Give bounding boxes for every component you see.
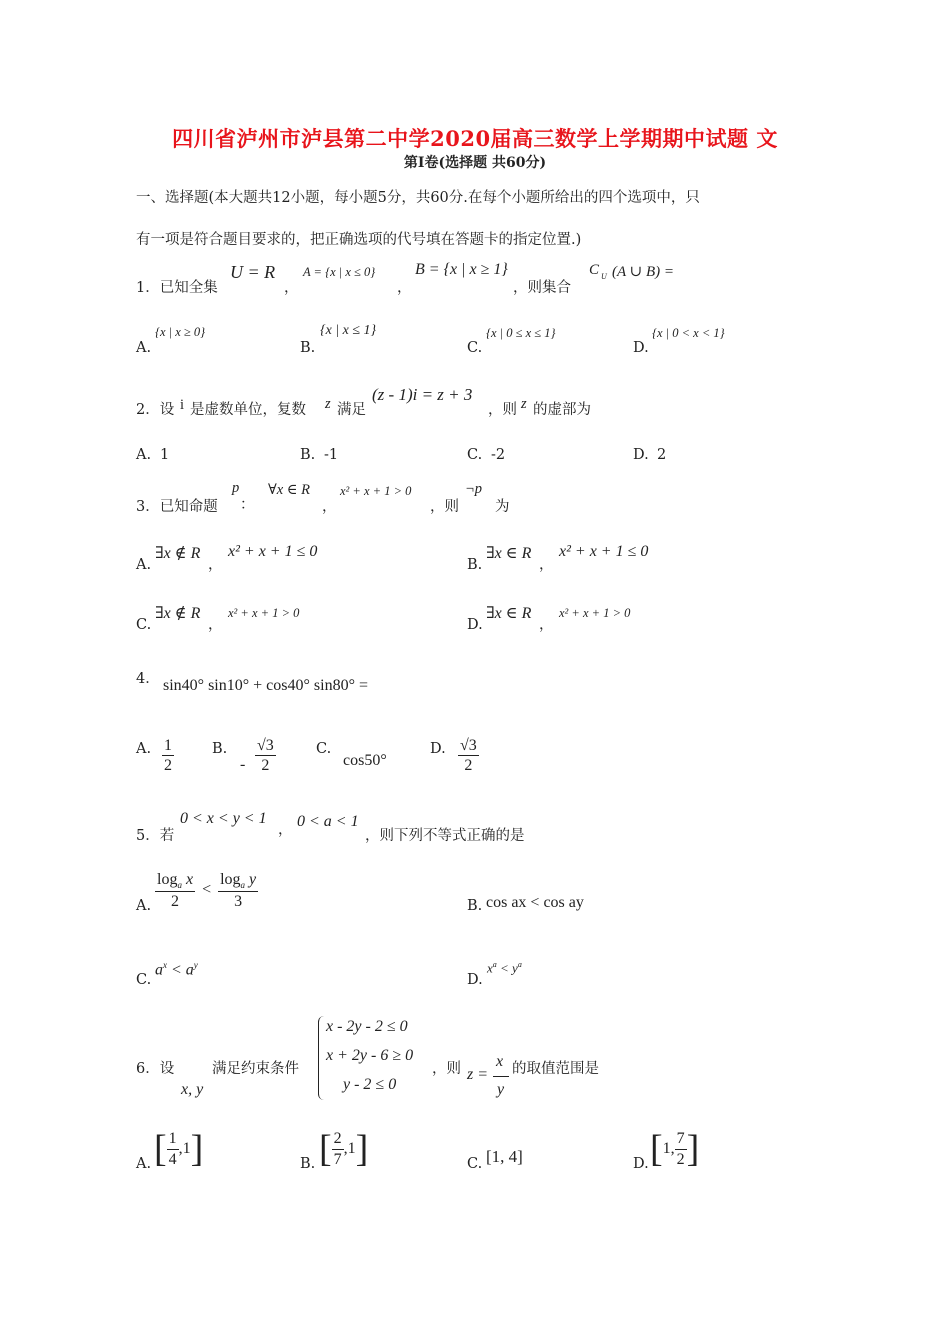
formula: 0 < x < y < 1: [180, 810, 267, 827]
fraction-denominator: 2: [464, 757, 473, 775]
fraction-bar: [493, 1076, 509, 1077]
option-interval: [1, 4]: [486, 1147, 523, 1166]
question-text: 的取值范围是: [512, 1061, 599, 1077]
formula: B = {x | x ≥ 1}: [415, 261, 508, 278]
fraction-numerator: √3: [458, 736, 479, 756]
section-title: 第Ⅰ卷(选择题 共60分): [403, 155, 547, 171]
fraction-denominator: 2: [261, 757, 270, 775]
option-formula: x² + x + 1 > 0: [228, 606, 300, 620]
option-formula: ∃x ∉ R: [155, 545, 201, 562]
formula-subscript: U: [601, 272, 607, 281]
option-value: 1: [160, 447, 170, 463]
formula: (z - 1)i = z + 3: [372, 385, 473, 404]
document-title: 四川省泸州市泸县第二中学2020届高三数学上学期期中试题 文: [172, 126, 778, 151]
option-formula: {x | x ≥ 0}: [155, 325, 206, 339]
formula: z =: [467, 1066, 489, 1083]
question-text: 的虚部为: [533, 402, 591, 418]
option-label: A.: [136, 557, 152, 573]
option-formula: x² + x + 1 ≤ 0: [228, 543, 318, 560]
formula: C: [589, 262, 600, 278]
option-value: -2: [491, 447, 506, 463]
formula: 0 < a < 1: [297, 813, 359, 830]
option-fraction: [162, 736, 174, 775]
option-label: D.: [633, 1156, 649, 1172]
option-label: B.: [212, 741, 228, 757]
fraction-denominator: y: [497, 1081, 505, 1098]
formula: (A ∪ B) =: [612, 264, 674, 280]
question-text: ，则: [488, 402, 517, 418]
option-formula: ∃x ∈ R: [486, 545, 532, 562]
formula: sin40° sin10° + cos40° sin80° =: [163, 677, 368, 694]
formula: U = R: [230, 262, 276, 282]
question-text: ，则: [432, 1061, 461, 1077]
formula: i: [180, 397, 185, 413]
option-label: B.: [300, 447, 316, 463]
question-label: 5．若: [136, 828, 175, 844]
formula: z: [325, 396, 331, 412]
option-formula: {x | 0 < x < 1}: [652, 326, 725, 340]
fraction-denominator: 2: [164, 757, 172, 775]
option-label: D.: [430, 741, 446, 757]
formula: x² + x + 1 > 0: [340, 484, 412, 498]
question-text: ，则: [430, 499, 459, 515]
option-formula: $a^x < a^y$: [155, 960, 198, 979]
option-formula: x² + x + 1 ≤ 0: [559, 543, 649, 560]
option-label: D.: [467, 617, 483, 633]
option-label: A.: [136, 1156, 152, 1172]
option-value: -1: [324, 447, 339, 463]
fraction-numerator: x: [496, 1053, 504, 1070]
instructions-line-1: 一、选择题(本大题共12小题，每小题5分，共60分.在每个小题所给出的四个选项中，只: [136, 190, 700, 206]
option-formula: $x^a < y^a$: [487, 960, 522, 976]
option-fraction: [255, 736, 276, 775]
constraint: x + 2y - 6 ≥ 0: [326, 1047, 414, 1064]
option-formula: x² + x + 1 > 0: [559, 606, 631, 620]
option-label: C.: [467, 447, 483, 463]
fraction-numerator: √3: [255, 736, 276, 756]
question-text: ：: [240, 497, 255, 513]
option-sign: -: [240, 756, 246, 773]
option-label: A.: [136, 340, 152, 356]
option-formula: ∃x ∉ R: [155, 605, 201, 622]
question-label: 3．已知命题: [136, 499, 218, 515]
option-interval: [ 1 , $\frac{7}{2}$ ]: [650, 1128, 700, 1170]
option-fraction: [458, 736, 479, 775]
instructions-line-2: 有一项是符合题目要求的，把正确选项的代号填在答题卡的指定位置.): [136, 232, 582, 248]
option-label: D.: [633, 447, 649, 463]
formula: ∀x ∈ R: [268, 482, 311, 498]
option-label: B.: [300, 1156, 316, 1172]
option-label: C.: [136, 972, 152, 988]
question-text: 为: [495, 499, 510, 515]
option-label: B.: [467, 898, 483, 914]
option-label: B.: [467, 557, 483, 573]
formula: ¬p: [465, 481, 483, 497]
formula: A = {x | x ≤ 0}: [303, 265, 376, 279]
option-formula: cos ax < cos ay: [486, 894, 584, 911]
option-interval: [ $\frac{2}{7}$ , 1 ]: [319, 1128, 369, 1170]
formula: p: [232, 480, 240, 496]
option-label: A.: [136, 741, 152, 757]
option-label: C.: [136, 617, 152, 633]
option-formula: $\frac{\log_a x}{2}$ < $\frac{\log_a y}{3}$: [157, 871, 257, 910]
option-interval: [ $\frac{1}{4}$ , 1 ]: [154, 1128, 204, 1170]
option-label: A.: [136, 447, 152, 463]
question-text: ，则集合: [513, 280, 571, 296]
question-label: 1．已知全集: [136, 280, 218, 296]
option-formula: {x | x ≤ 1}: [320, 323, 377, 338]
question-label: 6．设: [136, 1061, 175, 1077]
question-text: 是虚数单位，复数: [190, 402, 306, 418]
option-label: C.: [467, 1156, 483, 1172]
constraint: x - 2y - 2 ≤ 0: [326, 1018, 408, 1035]
option-label: B.: [300, 340, 316, 356]
option-value: 2: [657, 447, 667, 463]
option-formula: ∃x ∈ R: [486, 605, 532, 622]
option-label: D.: [467, 972, 483, 988]
fraction-numerator: 1: [162, 736, 174, 756]
question-text: ，: [278, 822, 293, 838]
constraint: y - 2 ≤ 0: [343, 1076, 397, 1093]
question-label: 2．设: [136, 402, 175, 418]
question-text: 满足约束条件: [212, 1061, 299, 1077]
option-formula: {x | 0 ≤ x ≤ 1}: [486, 326, 556, 340]
question-text: ，则下列不等式正确的是: [365, 828, 525, 844]
option-formula: cos50°: [343, 752, 387, 769]
option-label: D.: [633, 340, 649, 356]
formula: x, y: [181, 1081, 204, 1098]
formula: z: [521, 396, 527, 412]
option-label: C.: [316, 741, 332, 757]
option-label: A.: [136, 898, 152, 914]
question-label: 4．: [136, 671, 160, 687]
question-text: 满足: [337, 402, 366, 418]
option-label: C.: [467, 340, 483, 356]
